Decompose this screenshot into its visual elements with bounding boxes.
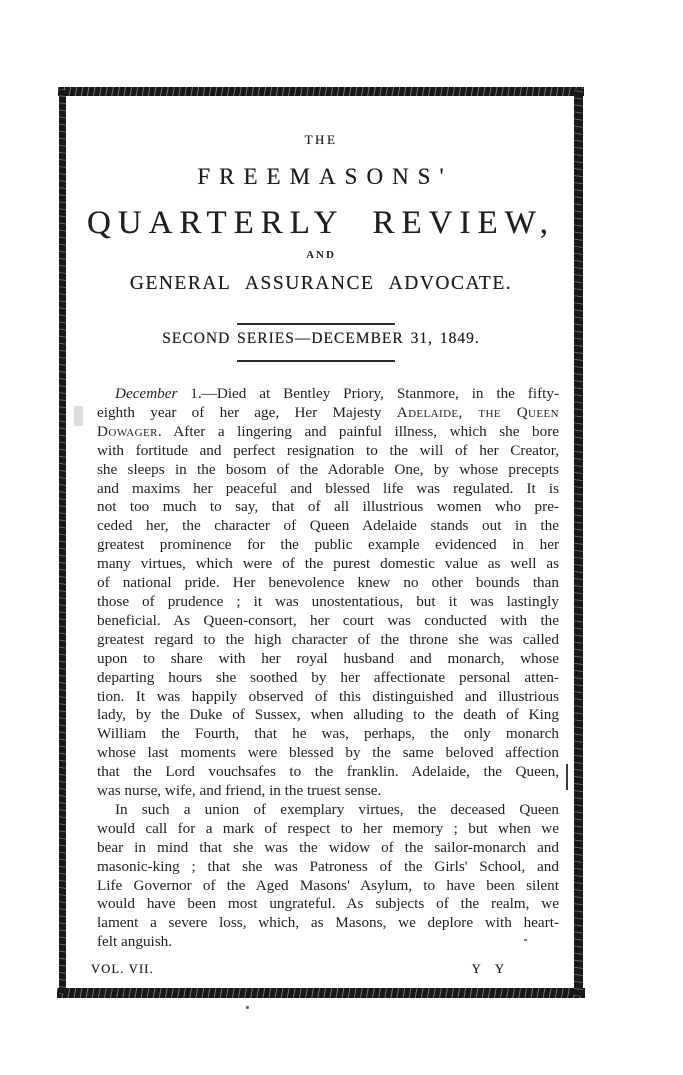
- plain-text: eighth year of her age, Her Majesty: [97, 403, 397, 421]
- text-line: [97, 877, 559, 896]
- text-line: [97, 839, 559, 858]
- paragraph: [97, 385, 559, 801]
- scan-artifact: [566, 764, 568, 790]
- plain-text: greatest prominence for the public example evidenced in her: [97, 536, 559, 554]
- text-line: [97, 650, 559, 669]
- masthead-subtitle: GENERAL ASSURANCE ADVOCATE.: [129, 273, 513, 294]
- text-line: [97, 895, 559, 914]
- masthead-kicker: THE: [304, 132, 338, 147]
- text-line: [97, 914, 559, 933]
- text-line: [97, 801, 559, 820]
- text-line: [97, 517, 559, 536]
- text-line: [97, 744, 559, 763]
- text-line: [97, 612, 559, 631]
- plain-text: masonic-king ; that she was Patroness of the Girls' School, and: [97, 857, 559, 875]
- text-line: [97, 536, 559, 555]
- plain-text: 1.—Died at Bentley Priory, Stanmore, in the fifty-: [177, 385, 559, 402]
- plain-text: felt anguish.: [97, 933, 173, 951]
- plain-text: of national pride. Her benevolence knew no other bounds than: [97, 574, 559, 592]
- text-line: [97, 423, 559, 442]
- frame-border-top: [58, 87, 584, 96]
- text-line: [97, 858, 559, 877]
- text-line: [97, 385, 559, 404]
- article-body: [97, 385, 559, 952]
- text-line: [97, 706, 559, 725]
- italic-text: December: [115, 385, 178, 402]
- text-line: [97, 669, 559, 688]
- plain-text: bear in mind that she was the widow of the sailor-monarch and: [97, 838, 559, 856]
- plain-text: would call for a mark of respect to her memory ; but when we: [97, 819, 559, 837]
- masthead-title-line2: QUARTERLY REVIEW,: [86, 205, 556, 241]
- plain-text: would have been most ungrateful. As subjects of the realm, we: [97, 895, 559, 913]
- plain-text: and maxims her peaceful and blessed life was regulated. It is: [97, 479, 559, 497]
- text-line: [97, 404, 559, 423]
- plain-text: that the Lord vouchsafes to the franklin. Adelaide, the Queen,: [97, 763, 559, 781]
- issue-rule-bottom: [237, 360, 395, 362]
- plain-text: tion. It was happily observed of this distinguished and illustrious: [97, 687, 559, 705]
- text-line: [97, 498, 559, 517]
- scan-artifact: [524, 939, 527, 941]
- plain-text: was nurse, wife, and friend, in the truest sense.: [97, 782, 382, 800]
- small-caps-text: Dowager: [97, 422, 158, 440]
- plain-text: ceded her, the character of Queen Adelaide stands out in the: [97, 517, 559, 535]
- scan-artifact: [74, 406, 83, 426]
- page-footer: [91, 962, 510, 977]
- frame-border-bottom: [57, 988, 585, 998]
- small-caps-text: Adelaide, the Queen: [396, 403, 559, 421]
- scan-artifact: [246, 1006, 249, 1009]
- page-frame: [59, 87, 583, 998]
- plain-text: many virtues, which were of the purest domestic value as well as: [97, 555, 559, 573]
- masthead-conjunction: AND: [306, 249, 336, 261]
- text-line: [97, 688, 559, 707]
- plain-text: upon to share with her royal husband and monarch, whose: [97, 649, 559, 667]
- text-line: [97, 933, 559, 952]
- masthead-title-line1: FREEMASONS': [197, 164, 453, 189]
- text-line: [97, 631, 559, 650]
- plain-text: with fortitude and perfect resignation to the will of her Creator,: [97, 441, 559, 459]
- text-line: [97, 725, 559, 744]
- paragraph: [97, 801, 559, 952]
- text-line: [97, 593, 559, 612]
- plain-text: not too much to say, that of all illustrious women who pre-: [97, 498, 559, 516]
- plain-text: lady, by the Duke of Sussex, when alluding to the death of King: [97, 706, 559, 724]
- volume-label: VOL. VII.: [91, 962, 154, 976]
- text-line: [97, 782, 559, 801]
- plain-text: greatest regard to the high character of the throne she was called: [97, 630, 559, 648]
- plain-text: In such a union of exemplary virtues, the deceased Queen: [115, 800, 559, 818]
- text-line: [97, 555, 559, 574]
- issue-rule-top: [237, 323, 395, 325]
- text-line: [97, 574, 559, 593]
- text-line: [97, 820, 559, 839]
- text-line: [97, 442, 559, 461]
- plain-text: she sleeps in the bosom of the Adorable One, by whose precepts: [97, 460, 559, 478]
- printer-signature-mark: Y Y: [471, 962, 510, 976]
- plain-text: beneficial. As Queen-consort, her court was conducted with the: [97, 611, 559, 629]
- plain-text: Life Governor of the Aged Masons' Asylum, to have been silent: [97, 876, 559, 894]
- plain-text: departing hours she soothed by her affectionate personal atten-: [97, 668, 559, 686]
- plain-text: lament a severe loss, which, as Masons, we deplore with heart-: [97, 914, 559, 932]
- plain-text: William the Fourth, that he was, perhaps, the only monarch: [97, 725, 559, 743]
- text-line: [97, 480, 559, 499]
- plain-text: whose last moments were blessed by the same beloved affection: [97, 744, 559, 762]
- plain-text: those of prudence ; it was unostentatious, but it was lastingly: [97, 592, 559, 610]
- plain-text: . After a lingering and painful illness, which she bore: [157, 422, 559, 440]
- text-line: [97, 461, 559, 480]
- text-line: [97, 763, 559, 782]
- issue-date-line: SECOND SERIES—DECEMBER 31, 1849.: [162, 330, 480, 347]
